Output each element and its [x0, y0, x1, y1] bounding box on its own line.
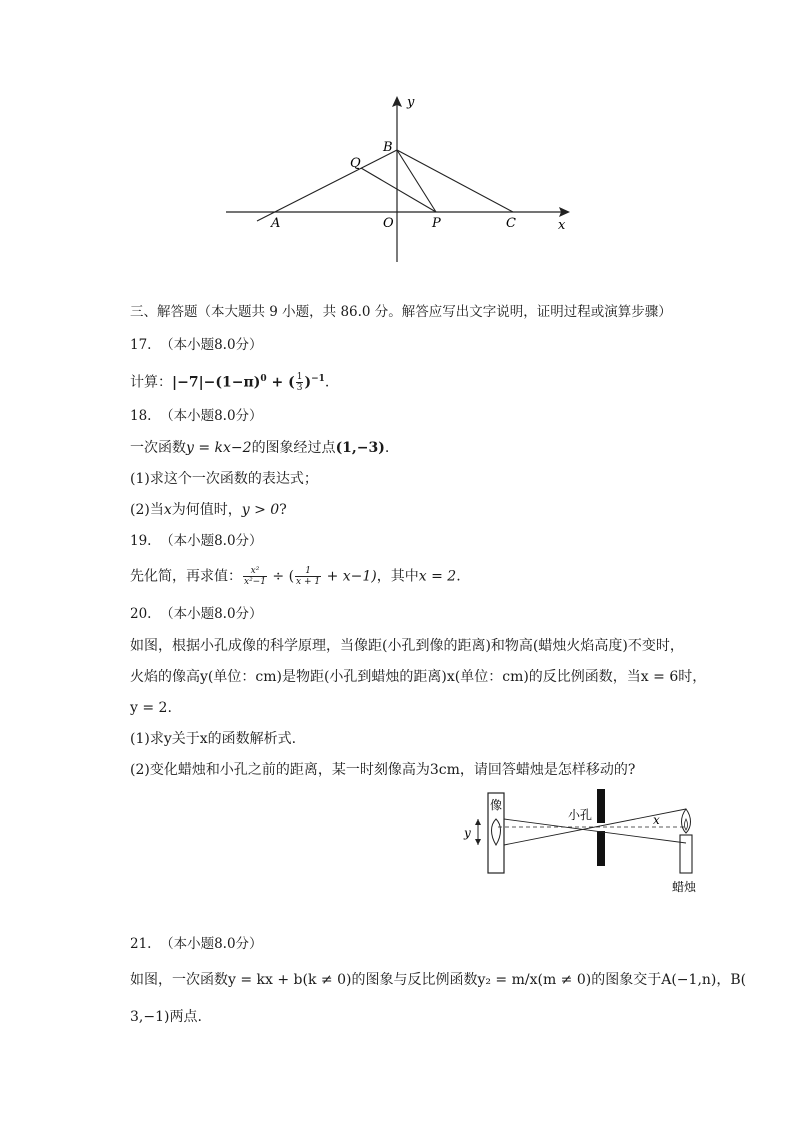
q17-tail: )	[304, 374, 312, 391]
q21-line2	[130, 1007, 202, 1027]
q17-frac-num: 1	[296, 372, 303, 383]
q17-score: （本小题8.0分）	[160, 337, 263, 353]
y-arrow-up-icon	[475, 819, 481, 825]
coordinate-figure	[220, 90, 580, 270]
q19-fraction-1	[243, 566, 267, 587]
q18-part1	[130, 469, 318, 489]
q21-header	[130, 934, 263, 954]
q17-plus: + (	[266, 374, 295, 391]
label-C: C	[506, 216, 516, 231]
q20-line3-text: y = 2.	[130, 700, 172, 716]
q18-part1-text: (1)求这个一次函数的表达式；	[130, 471, 318, 487]
q17-end: .	[324, 374, 330, 391]
q17-exp0: 0	[260, 374, 267, 384]
q19-header	[130, 531, 263, 551]
q17-body	[130, 369, 329, 393]
label-x: x	[558, 218, 566, 233]
q20-part1	[130, 729, 296, 749]
q19-score: （本小题8.0分）	[160, 533, 263, 549]
q19-fraction-2	[295, 566, 321, 587]
q21-score: （本小题8.0分）	[160, 936, 263, 952]
q20-number: 20.	[130, 606, 152, 622]
q21-line1-text: 如图，一次函数y = kx + b(k ≠ 0)的图象与反比例函数y₂ = m/x(m ≠ 0)的图象交于A(−1,n)，B(	[130, 972, 747, 988]
q19-f1-num: x²	[243, 566, 267, 577]
q19-where: ，其中	[376, 568, 419, 585]
wall-lower	[597, 831, 605, 866]
q19-rest: + x−1)	[322, 568, 377, 585]
segment-AB	[257, 150, 397, 221]
q18-stem-a: 一次函数	[130, 440, 186, 456]
y-arrow-down-icon	[475, 839, 481, 845]
q20-line2-text: 火焰的像高y(单位：cm)是物距(小孔到蜡烛的距离)x(单位：cm)的反比例函数，当x = 6时，	[130, 669, 707, 685]
q19-f2-num: 1	[295, 566, 321, 577]
q21-line1	[130, 970, 746, 990]
label-O: O	[383, 216, 394, 231]
q18-p2-x: x	[163, 502, 172, 518]
q18-p2-b: 为何值时，	[171, 502, 242, 518]
y-label: y	[464, 826, 471, 840]
q20-score: （本小题8.0分）	[160, 606, 263, 622]
q17-header	[130, 335, 263, 355]
q19-end: .	[456, 568, 461, 585]
q19-f1-den: x²−1	[244, 577, 266, 587]
label-B: B	[383, 140, 393, 155]
hole-label: 小孔	[568, 808, 593, 822]
q18-p2-end: ?	[279, 502, 287, 518]
candle-label: 蜡烛	[672, 880, 697, 894]
q17-fraction	[296, 372, 304, 393]
pinhole-figure	[458, 787, 708, 902]
q18-stem	[130, 438, 389, 458]
label-A: A	[271, 216, 281, 231]
label-y: y	[407, 95, 415, 110]
q19-prefix: 先化简，再求值：	[130, 568, 242, 585]
segment-BC	[397, 150, 513, 212]
q18-header	[130, 406, 263, 426]
q18-p2-expr: y > 0	[241, 502, 280, 518]
q17-frac-den: 3	[296, 383, 303, 394]
wall-upper	[597, 789, 605, 823]
q21-number: 21.	[130, 936, 152, 952]
q21-line2-text: 3,−1)两点.	[130, 1009, 202, 1025]
label-P: P	[432, 216, 441, 231]
q19-number: 19.	[130, 533, 152, 549]
q17-exp-neg1: −1	[311, 374, 325, 384]
section-title	[130, 302, 672, 322]
q20-part2	[130, 760, 635, 780]
q19-div: ÷ (	[267, 568, 295, 585]
x-label: x	[653, 813, 660, 827]
q20-line3	[130, 698, 172, 718]
q18-stem-end: .	[384, 440, 390, 456]
q17-prefix: 计算：	[130, 374, 172, 391]
q19-f2-den: x + 1	[296, 577, 321, 587]
flame-inner-icon	[685, 819, 688, 830]
q18-p2-a: (2)当	[130, 502, 164, 518]
q18-stem-point: (1,−3)	[335, 440, 385, 456]
candle-body	[680, 835, 692, 873]
q17-expr-a: |−7|−(1−π)	[172, 374, 261, 391]
q18-stem-expr: y = kx−2	[186, 440, 252, 456]
segment-QP	[361, 168, 436, 212]
q19-body	[130, 566, 461, 587]
q20-part2-text: (2)变化蜡烛和小孔之前的距离，某一时刻像高为3cm，请回答蜡烛是怎样移动的?	[130, 762, 636, 778]
q20-part1-text: (1)求y关于x的函数解析式.	[130, 731, 297, 747]
section-title-text: 三、解答题（本大题共 9 小题，共 86.0 分。解答应写出文字说明，证明过程或演算步骤）	[130, 304, 672, 320]
q18-part2	[130, 500, 287, 520]
q18-score: （本小题8.0分）	[160, 408, 263, 424]
q20-line1	[130, 636, 684, 656]
q20-line1-text: 如图，根据小孔成像的科学原理，当像距(小孔到像的距离)和物高(蜡烛火焰高度)不变时，	[130, 638, 684, 654]
inverted-flame-icon	[492, 819, 501, 845]
q18-number: 18.	[130, 408, 152, 424]
segment-BP	[397, 150, 436, 212]
q19-cond: x = 2	[418, 568, 457, 585]
q17-number: 17.	[130, 337, 152, 353]
q20-line2	[130, 667, 706, 687]
q20-header	[130, 604, 263, 624]
q18-stem-b: 的图象经过点	[251, 440, 336, 456]
image-label: 像	[490, 798, 503, 812]
label-Q: Q	[350, 156, 361, 171]
